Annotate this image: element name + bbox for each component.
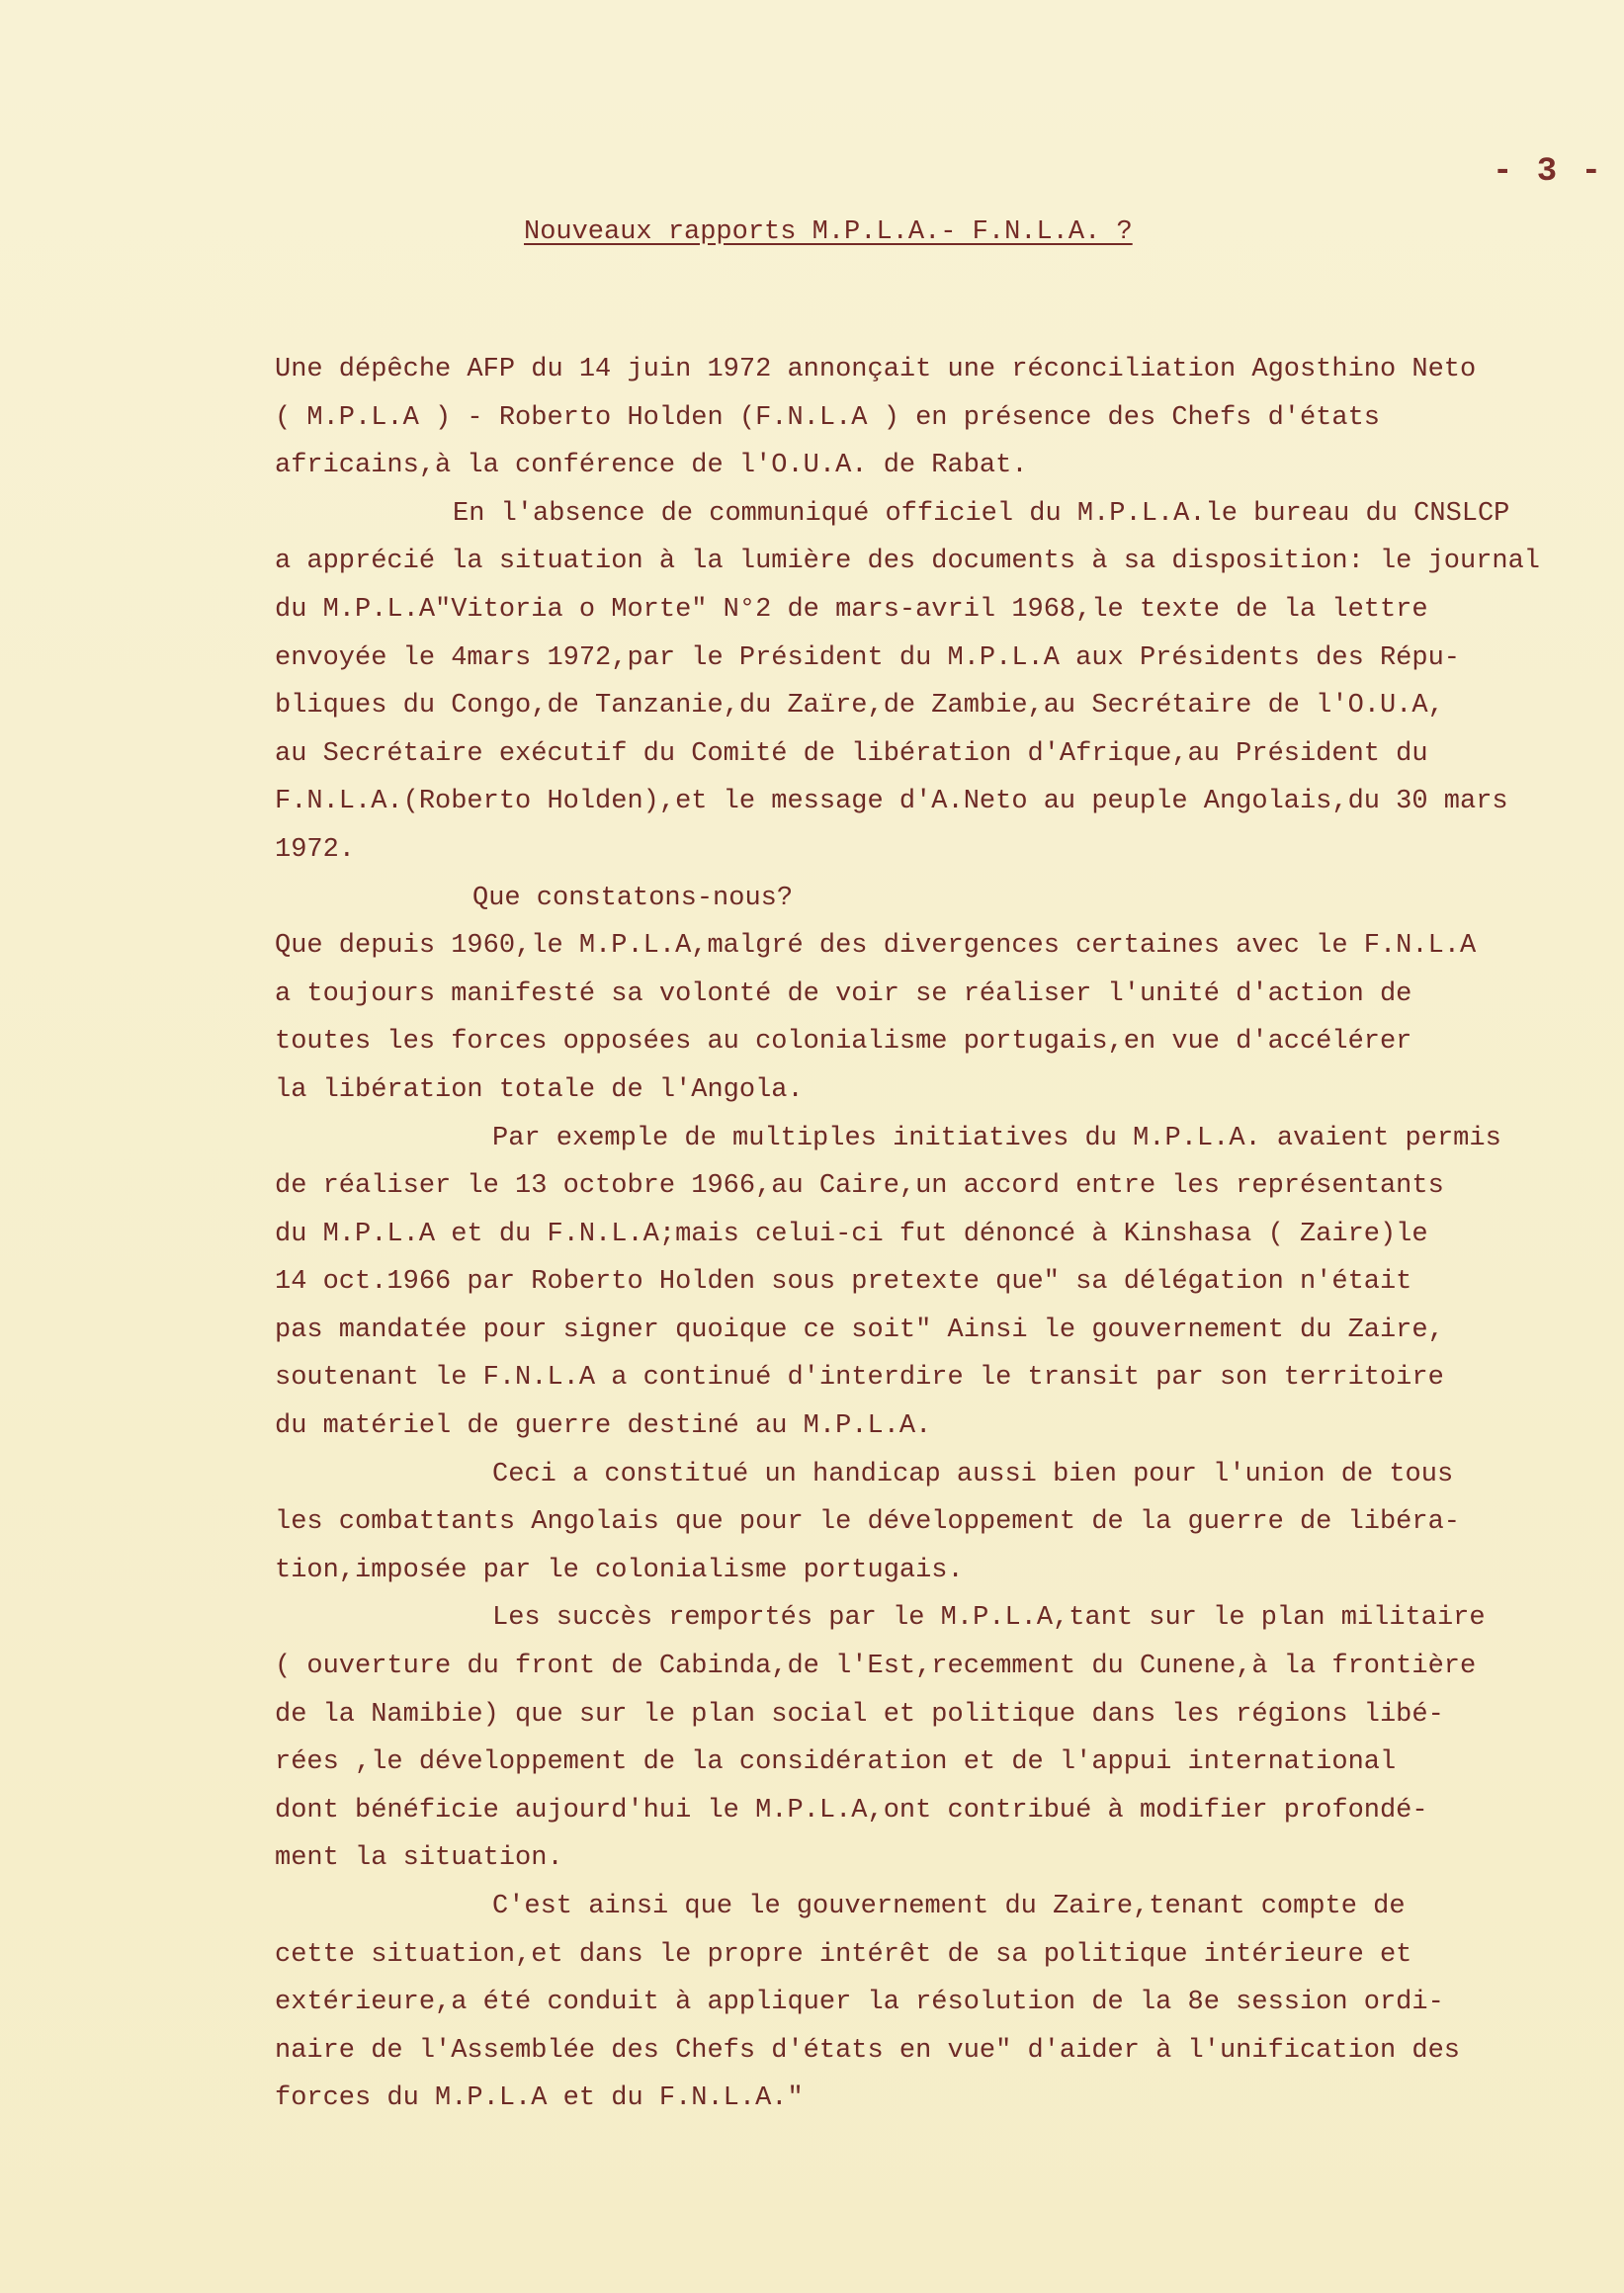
paragraph-7 bbox=[275, 1594, 1560, 1883]
text-line: du M.P.L.A"Vitoria o Morte" N°2 de mars-avril 1968,le texte de la lettre bbox=[275, 594, 1428, 625]
paragraph-1 bbox=[275, 346, 1560, 490]
text-line: 14 oct.1966 par Roberto Holden sous pretexte que" sa délégation n'était bbox=[275, 1267, 1412, 1298]
paragraph-2 bbox=[275, 490, 1560, 875]
text-line: 1972. bbox=[275, 834, 356, 865]
text-line: envoyée le 4mars 1972,par le Président du M.P.L.A aux Présidents des Répu- bbox=[275, 642, 1460, 673]
paragraph-6 bbox=[275, 1451, 1560, 1595]
text-line: Ceci a constitué un handicap aussi bien pour l'union de tous bbox=[492, 1459, 1454, 1489]
text-line: extérieure,a été conduit à appliquer la résolution de la 8e session ordi- bbox=[275, 1988, 1444, 2018]
text-line: ment la situation. bbox=[275, 1843, 563, 1874]
text-line: Que depuis 1960,le M.P.L.A,malgré des divergences certaines avec le F.N.L.A bbox=[275, 931, 1477, 962]
text-line: dont bénéficie aujourd'hui le M.P.L.A,ont contribué à modifier profondé- bbox=[275, 1795, 1428, 1826]
text-line: a toujours manifesté sa volonté de voir se réaliser l'unité d'action de bbox=[275, 978, 1412, 1009]
text-line: Que constatons-nous? bbox=[472, 883, 794, 913]
text-line: de réaliser le 13 octobre 1966,au Caire,un accord entre les représentants bbox=[275, 1171, 1444, 1202]
paragraph-5 bbox=[275, 1115, 1560, 1451]
text-line: cette situation,et dans le propre intérêt de sa politique intérieure et bbox=[275, 1939, 1412, 1970]
paragraph-8 bbox=[275, 1883, 1560, 2123]
text-line: Les succès remportés par le M.P.L.A,tant sur le plan militaire bbox=[492, 1603, 1486, 1634]
text-line: pas mandatée pour signer quoique ce soit" Ainsi le gouvernement du Zaire, bbox=[275, 1315, 1444, 1345]
text-line: soutenant le F.N.L.A a continué d'interdire le transit par son territoire bbox=[275, 1363, 1444, 1394]
document-body bbox=[275, 346, 1560, 2123]
text-line: africains,à la conférence de l'O.U.A. de Rabat. bbox=[275, 451, 1028, 481]
text-line: les combattants Angolais que pour le développement de la guerre de libéra- bbox=[275, 1507, 1460, 1538]
text-line: En l'absence de communiqué officiel du M.P.L.A.le bureau du CNSLCP bbox=[453, 498, 1510, 529]
text-line: toutes les forces opposées au colonialisme portugais,en vue d'accélérer bbox=[275, 1027, 1412, 1058]
document-title: Nouveaux rapports M.P.L.A.- F.N.L.A. ? bbox=[524, 217, 1133, 247]
text-line: naire de l'Assemblée des Chefs d'états en vue" d'aider à l'unification des bbox=[275, 2035, 1460, 2066]
text-line: du M.P.L.A et du F.N.L.A;mais celui-ci fut dénoncé à Kinshasa ( Zaire)le bbox=[275, 1219, 1428, 1249]
paragraph-3 bbox=[275, 875, 1560, 923]
text-line: F.N.L.A.(Roberto Holden),et le message d'A.Neto au peuple Angolais,du 30 mars bbox=[275, 787, 1508, 817]
text-line: du matériel de guerre destiné au M.P.L.A. bbox=[275, 1411, 932, 1442]
text-line: de la Namibie) que sur le plan social et politique dans les régions libé- bbox=[275, 1699, 1444, 1730]
text-line: au Secrétaire exécutif du Comité de libération d'Afrique,au Président du bbox=[275, 738, 1428, 769]
text-line: tion,imposée par le colonialisme portugais. bbox=[275, 1555, 964, 1585]
text-line: forces du M.P.L.A et du F.N.L.A." bbox=[275, 2083, 804, 2114]
paragraph-4 bbox=[275, 922, 1560, 1114]
text-line: a apprécié la situation à la lumière des documents à sa disposition: le journal bbox=[275, 547, 1541, 577]
page-number: - 3 - bbox=[1493, 153, 1604, 191]
text-line: Une dépêche AFP du 14 juin 1972 annonçait une réconciliation Agosthino Neto bbox=[275, 355, 1477, 384]
text-line: C'est ainsi que le gouvernement du Zaire,tenant compte de bbox=[492, 1892, 1406, 1921]
text-line: Par exemple de multiples initiatives du M.P.L.A. avaient permis bbox=[492, 1123, 1501, 1153]
text-line: la libération totale de l'Angola. bbox=[275, 1074, 804, 1105]
text-line: bliques du Congo,de Tanzanie,du Zaïre,de Zambie,au Secrétaire de l'O.U.A, bbox=[275, 691, 1444, 722]
text-line: ( ouverture du front de Cabinda,de l'Est,recemment du Cunene,à la frontière bbox=[275, 1652, 1477, 1682]
text-line: ( M.P.L.A ) - Roberto Holden (F.N.L.A ) en présence des Chefs d'états bbox=[275, 402, 1380, 433]
text-line: rées ,le développement de la considération et de l'appui international bbox=[275, 1747, 1397, 1778]
